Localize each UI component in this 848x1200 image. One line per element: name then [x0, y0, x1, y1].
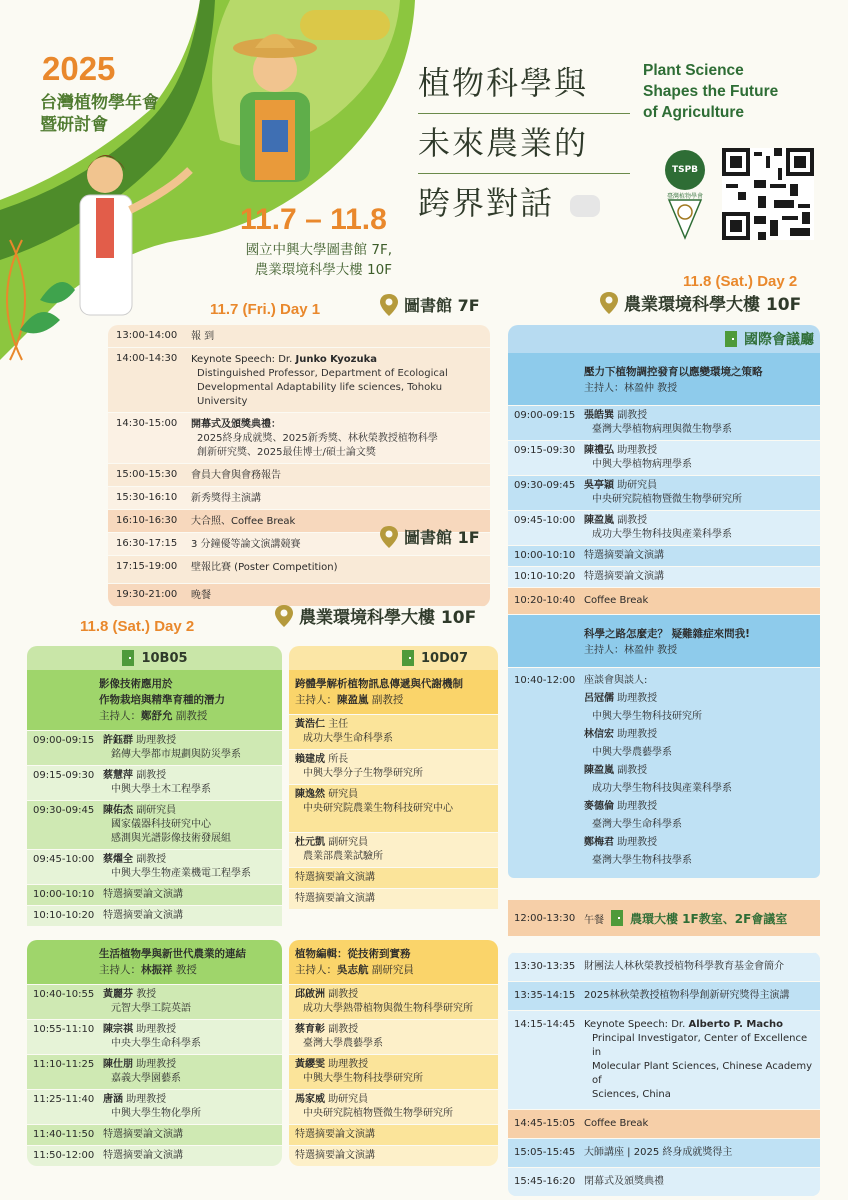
speaker-title: 助研究員: [617, 480, 658, 491]
room-header: [508, 325, 820, 353]
host-label: 主持人：: [295, 694, 337, 706]
speaker-name: 蔡育彰: [295, 1024, 325, 1035]
speaker-affiliation: 中興大學生物科技學研究所: [303, 1073, 423, 1084]
talk-time: 09:00-09:15: [33, 735, 95, 746]
speaker-title: 助理教授: [136, 1059, 177, 1070]
speaker-name: 黃麗芬: [103, 989, 133, 1000]
speaker-affiliation: 感測與光譜影像技術發展組: [111, 833, 231, 844]
day2-location-right: [600, 290, 801, 315]
speaker-affiliation: 臺灣大學植物病理與微生物學系: [592, 424, 732, 435]
room-name: 10D07: [421, 650, 468, 666]
speaker-title: 研究員: [328, 789, 359, 800]
speaker-title: 副教授: [328, 1024, 359, 1035]
english-title-line1: Plant Science: [643, 62, 744, 79]
talk-row: [289, 1019, 498, 1054]
speaker-name: 邱啟洲: [295, 989, 325, 1000]
room-name: 國際會議廳: [744, 332, 814, 348]
talk-row: [289, 984, 498, 1019]
talk-time: 10:10-10:20: [514, 571, 576, 582]
row-time: 15:00-15:30: [116, 469, 178, 480]
talk-sub: Principal Investigator, Center of Excellence in: [592, 1033, 808, 1058]
speaker-affiliation: 中興大學植物病理學系: [592, 459, 692, 470]
speaker-title: 助理教授: [328, 1059, 369, 1070]
session-title-line: 作物栽培與精準育種的潛力: [99, 694, 225, 706]
speaker-name: 黃纓雯: [295, 1059, 325, 1070]
title-line-3-text: 跨界對話: [418, 184, 555, 222]
host-name: 吳志航: [337, 964, 369, 976]
conference-name: [40, 92, 159, 136]
row-content: 晚餐: [191, 590, 211, 601]
session-host: [584, 643, 814, 659]
session-host: [295, 962, 488, 978]
speaker-affiliation: 中央研究院農業生物科技研究中心: [303, 803, 453, 814]
speaker-affiliation: 農業部農業試驗所: [303, 851, 383, 862]
panelist: [584, 834, 814, 852]
speaker-title: 助理教授: [136, 735, 177, 746]
row-sub: Distinguished Professor, Department of Ecological: [197, 368, 448, 379]
host-name: 林振祥: [141, 964, 173, 976]
speaker-affiliation: 中興大學分子生物學研究所: [303, 768, 423, 779]
talk-time: 09:45-10:00: [33, 854, 95, 865]
talk-label: 特選摘要論文演講: [295, 1129, 375, 1140]
panelist-title: 助理教授: [617, 801, 658, 812]
speaker-name: 馬家威: [295, 1094, 325, 1105]
tspb-logo-text: TSPB: [671, 165, 699, 175]
panelist-title: 副教授: [617, 765, 648, 776]
session-title-line: 植物編輯：從技術到實務: [295, 948, 411, 960]
speaker-name: 吳亭穎: [584, 480, 614, 491]
talk-time: 14:45-15:05: [514, 1118, 576, 1129]
panelist-title: 助理教授: [617, 729, 658, 740]
talk-row: [27, 1054, 282, 1089]
host-name: 陳盈嵐: [337, 694, 369, 706]
talk-label: 2025林秋榮教授植物科學創新研究獎得主演講: [584, 990, 790, 1001]
talk-row: [27, 730, 282, 765]
talk-row: [508, 1138, 820, 1167]
host-label: 主持人：: [99, 964, 141, 976]
speaker-name: 張皓巽: [584, 410, 614, 421]
day1-label: 11.7 (Fri.) Day 1: [210, 301, 321, 318]
talk-row: [289, 867, 498, 888]
talk-row: [27, 884, 282, 905]
talk-time: 09:15-09:30: [514, 445, 576, 456]
talk-time: 10:00-10:10: [514, 550, 576, 561]
door-icon: [121, 650, 135, 666]
host-name: 鄭舒允: [141, 710, 173, 722]
row-content: 大合照、Coffee Break: [191, 516, 296, 527]
talk-label: 特選摘要論文演講: [103, 1129, 183, 1140]
talk-label: 特選摘要論文演講: [103, 910, 183, 921]
host-title: 副教授: [175, 710, 208, 722]
talk-row: [27, 849, 282, 884]
speaker-name: 陳盈嵐: [584, 515, 614, 526]
talk-row: [27, 1145, 282, 1166]
session-host: [584, 381, 814, 397]
talk-time: 10:20-10:40: [514, 595, 576, 606]
session-host: [99, 962, 272, 978]
speaker-title: 副教授: [617, 410, 648, 421]
host-label: 主持人：: [584, 645, 624, 656]
speaker-title: 副教授: [136, 854, 167, 865]
talk-row: [508, 952, 820, 981]
panelist: [584, 690, 814, 708]
talk-time: 10:40-10:55: [33, 989, 95, 1000]
schedule-row: [108, 487, 490, 510]
talk-row: [27, 765, 282, 800]
day2-location-left-label: 農業環境科學大樓 10F: [299, 608, 477, 628]
row-time: 14:30-15:00: [116, 418, 178, 429]
speaker-affiliation: 成功大學生命科學系: [303, 733, 393, 744]
talk-row: [508, 1167, 820, 1196]
talk-row: [289, 749, 498, 784]
talk-row: [508, 566, 820, 587]
session-title: [99, 670, 282, 730]
speaker-name: 杜元凱: [295, 837, 325, 848]
schedule-row: [108, 556, 490, 584]
speaker-title: 副教授: [617, 515, 648, 526]
room-header: [289, 646, 498, 670]
speaker-name: 陳佑杰: [103, 805, 133, 816]
speaker-affiliation: 中央大學生命科學系: [111, 1038, 201, 1049]
session-title-line: 生活植物學與新世代農業的連結: [99, 948, 246, 960]
row-time: 14:00-14:30: [116, 353, 178, 364]
intl-hall-column: [508, 325, 820, 878]
speaker-title: 助研究員: [328, 1094, 369, 1105]
talk-time: 10:00-10:10: [33, 889, 95, 900]
row-sub: 創新研究獎、2025最佳博士/碩士論文獎: [197, 447, 376, 458]
host-name: 林盈仲 教授: [624, 645, 678, 656]
speaker-name: 唐涵: [103, 1094, 123, 1105]
speaker-title: 副教授: [328, 989, 359, 1000]
session-host: [295, 692, 488, 708]
talk-row: [289, 1054, 498, 1089]
panelist: [584, 762, 814, 780]
speaker-title: 副教授: [136, 770, 167, 781]
host-label: 主持人：: [584, 383, 624, 394]
host-title: 教授: [175, 964, 197, 976]
speaker-affiliation: 中興大學土木工程學系: [111, 784, 211, 795]
panelist: [584, 726, 814, 744]
talk-row: [289, 1145, 498, 1166]
talk-label: 特選摘要論文演講: [103, 889, 183, 900]
tspb-logo: [665, 150, 705, 190]
row-time: 17:15-19:00: [116, 561, 178, 572]
talk-row: [508, 545, 820, 566]
day1-location2-label: 圖書館 1F: [404, 528, 480, 547]
row-content: 會員大會與會務報告: [191, 470, 281, 481]
speech-bubble-icon: [570, 195, 600, 217]
door-icon: [724, 331, 738, 347]
speaker-affiliation: 中央研究院植物暨微生物學研究所: [592, 494, 742, 505]
speaker-affiliation: 成功大學熱帶植物與微生物科學研究所: [303, 1003, 473, 1014]
conference-venue: [212, 240, 392, 280]
speaker-name: 陳宗祺: [103, 1024, 133, 1035]
talk-time: 09:15-09:30: [33, 770, 95, 781]
qr-code[interactable]: [722, 148, 814, 240]
lunch-time: 12:00-13:30: [514, 912, 576, 924]
speaker-name: 蔡慧萍: [103, 770, 133, 781]
row-time: 16:10-16:30: [116, 515, 178, 526]
talk-row: [289, 1089, 498, 1124]
session-title: [289, 670, 498, 714]
location-pin-icon: [380, 294, 398, 316]
conference-name-line2: 暨研討會: [40, 115, 108, 135]
panelist-affiliation: 中興大學生物科技研究所: [592, 711, 702, 722]
coffee-break-row: [508, 587, 820, 614]
session-title: 科學之路怎麼走？ 疑難雜症來問我!: [584, 628, 750, 640]
day1-location-label: 圖書館 7F: [404, 296, 480, 315]
door-icon: [610, 910, 624, 926]
conference-name-line1: 台灣植物學年會: [40, 93, 159, 113]
talk-sub: Molecular Plant Sciences, Chinese Academy of: [592, 1061, 812, 1086]
panelist-title: 助理教授: [617, 837, 658, 848]
talk-label: 特選摘要論文演講: [295, 872, 375, 883]
door-icon: [401, 650, 415, 666]
row-sub: Developmental Adaptability life sciences, Tohoku University: [197, 382, 443, 407]
schedule-row: [108, 348, 490, 413]
talk-label: 特選摘要論文演講: [295, 893, 375, 904]
panelist-name: 陳盈嵐: [584, 765, 614, 776]
talk-time: 13:35-14:15: [514, 990, 576, 1001]
speaker-affiliation: 中興大學生物產業機電工程學系: [111, 868, 251, 879]
talk-row: [289, 1124, 498, 1145]
talk-time: 09:30-09:45: [514, 480, 576, 491]
speaker-title: 副研究員: [328, 837, 369, 848]
talk-time: 11:25-11:40: [33, 1094, 95, 1105]
panelist-affiliation: 成功大學生物科技與產業科學系: [592, 783, 732, 794]
speaker-title: 助理教授: [126, 1094, 167, 1105]
room-10b05-column-2: [27, 940, 282, 1166]
coffee-break-row: [508, 1109, 820, 1138]
talk-row: [508, 475, 820, 510]
title-line-2: 未來農業的: [418, 114, 630, 174]
room-10d07-column-2: [289, 940, 498, 1166]
talk-time: 11:10-11:25: [33, 1059, 95, 1070]
talk-time: 09:45-10:00: [514, 515, 576, 526]
speaker-name: 許鈺群: [103, 735, 133, 746]
host-name: 林盈仲 教授: [624, 383, 678, 394]
panelist-affiliation: 臺灣大學生命科學系: [592, 819, 682, 830]
talk-row: [27, 1124, 282, 1145]
speaker-title: 助理教授: [136, 1024, 177, 1035]
schedule-row: [108, 325, 490, 348]
row-time: 13:00-14:00: [116, 330, 178, 341]
location-pin-icon: [380, 526, 398, 548]
talk-row: [27, 984, 282, 1019]
venue-line2: 農業環境科學大樓 10F: [254, 262, 392, 278]
room-10d07-column: [289, 646, 498, 909]
talk-row: [508, 510, 820, 545]
panelist: [584, 798, 814, 816]
panelist-name: 麥德倫: [584, 801, 614, 812]
talk-label: 特選摘要論文演講: [295, 1150, 375, 1161]
speaker-affiliation: 元智大學工院英語: [111, 1003, 191, 1014]
day1-schedule: [108, 325, 490, 607]
talk-row: [508, 440, 820, 475]
talk-row: [27, 1089, 282, 1124]
speaker-name: 賴建成: [295, 754, 325, 765]
conference-year: 2025: [42, 50, 116, 87]
talk-sub: Sciences, China: [592, 1089, 671, 1100]
host-label: 主持人：: [295, 964, 337, 976]
talk-row: [289, 832, 498, 867]
location-pin-icon: [275, 605, 293, 627]
day2-label-right: 11.8 (Sat.) Day 2: [683, 273, 798, 290]
university-logo: [667, 198, 703, 240]
row-time: 15:30-16:10: [116, 492, 178, 503]
talk-row: [27, 800, 282, 849]
talk-row: [508, 1010, 820, 1109]
talk-label: Keynote Speech: Dr. Alberto P. Macho: [584, 1019, 784, 1030]
talk-time: 11:50-12:00: [33, 1150, 95, 1161]
day2-location-right-label: 農業環境科學大樓 10F: [624, 295, 802, 315]
panelist-name: 林信宏: [584, 729, 614, 740]
talk-time: 09:30-09:45: [33, 805, 95, 816]
talk-label: Coffee Break: [584, 1118, 649, 1129]
panelist-affiliation: 臺灣大學生物科技學系: [592, 855, 692, 866]
row-content: 3 分鐘優等論文演講競賽: [191, 539, 301, 550]
panelist-affiliation: 中興大學農藝學系: [592, 747, 672, 758]
row-content: 新秀獎得主演講: [191, 493, 261, 504]
panelist-name: 呂冠儒: [584, 693, 614, 704]
row-time: 19:30-21:00: [116, 589, 178, 600]
speaker-affiliation: 中興大學生物化學所: [111, 1108, 201, 1119]
conference-dates: 11.7 – 11.8: [240, 203, 387, 236]
panelist-name: 鄭梅君: [584, 837, 614, 848]
row-time: 16:30-17:15: [116, 538, 178, 549]
talk-row: [27, 905, 282, 926]
session-title: 壓力下植物調控發育以應變環境之策略: [584, 366, 763, 378]
title-line-3: [418, 174, 630, 234]
speaker-name: 黃浩仁: [295, 719, 325, 730]
talk-label: 特選摘要論文演講: [584, 550, 664, 561]
talk-time: 11:40-11:50: [33, 1129, 95, 1140]
session-title-line: 跨體學解析植物訊息傳遞與代謝機制: [295, 678, 463, 690]
speaker-title: 所長: [328, 754, 349, 765]
title-line-1: 植物科學與: [418, 54, 630, 114]
host-title: 副教授: [371, 694, 404, 706]
room-name: 10B05: [141, 650, 188, 666]
talk-label: 特選摘要論文演講: [103, 1150, 183, 1161]
talk-time: 10:40-12:00: [514, 675, 576, 686]
tspb-logo-caption: 臺灣植物學會: [666, 193, 703, 200]
lunch-label: 午餐: [584, 914, 604, 926]
talk-label: 特選摘要論文演講: [584, 571, 664, 582]
talk-time: 10:10-10:20: [33, 910, 95, 921]
afternoon-schedule: [508, 952, 820, 1196]
panel-intro: 座談會與談人:: [584, 675, 648, 686]
day1-location2: [380, 525, 480, 548]
speaker-title: 副研究員: [136, 805, 177, 816]
talk-time: 15:45-16:20: [514, 1176, 576, 1187]
speaker-name: 陳逸然: [295, 789, 325, 800]
venue-line1: 國立中興大學圖書館 7F,: [245, 242, 392, 258]
talk-label: 大師講座 | 2025 終身成就獎得主: [584, 1147, 733, 1158]
day2-location-left: [275, 603, 476, 628]
row-content: Keynote Speech: Dr. Junko Kyozuka: [191, 354, 378, 365]
row-sub: 2025終身成就獎、2025新秀獎、林秋榮教授植物科學: [197, 433, 438, 444]
talk-time: 14:15-14:45: [514, 1019, 576, 1030]
talk-label: 閉幕式及頒獎典禮: [584, 1176, 664, 1187]
talk-time: 15:05-15:45: [514, 1147, 576, 1158]
session-title: [289, 940, 498, 984]
host-label: 主持人：: [99, 710, 141, 722]
lunch-place: 農環大樓 1F教室、2F會議室: [630, 911, 788, 926]
talk-label: 財團法人林秋榮教授植物科學教育基金會簡介: [584, 961, 784, 972]
session-host: [99, 708, 272, 724]
talk-row: [508, 405, 820, 440]
speaker-affiliation: 中央研究院植物暨微生物學研究所: [303, 1108, 453, 1119]
lunch-row: [508, 900, 820, 936]
english-title-line2: Shapes the Future: [643, 83, 779, 100]
main-title: [418, 54, 630, 234]
speaker-affiliation: 國家儀器科技研究中心: [111, 819, 211, 830]
speaker-title: 助理教授: [617, 445, 658, 456]
speaker-affiliation: 臺灣大學農藝學系: [303, 1038, 383, 1049]
english-title-line3: of Agriculture: [643, 104, 745, 121]
talk-row: [289, 784, 498, 832]
session-title-line: 影像技術應用於: [99, 678, 173, 690]
speaker-affiliation: 嘉義大學園藝系: [111, 1073, 181, 1084]
speaker-name: 陳仕朋: [103, 1059, 133, 1070]
room-10b05-column: [27, 646, 282, 926]
day2-label-left: 11.8 (Sat.) Day 2: [80, 618, 195, 635]
panelist-title: 助理教授: [617, 693, 658, 704]
speaker-title: 主任: [328, 719, 349, 730]
panel-row: [508, 667, 820, 878]
row-content: 報 到: [191, 331, 215, 342]
talk-row: [289, 888, 498, 909]
talk-row: [508, 981, 820, 1010]
speaker-affiliation: 成功大學生物科技與產業科學系: [592, 529, 732, 540]
talk-time: 09:00-09:15: [514, 410, 576, 421]
talk-row: [27, 1019, 282, 1054]
schedule-row: [108, 464, 490, 487]
speaker-title: 教授: [136, 989, 157, 1000]
session-title: [99, 940, 282, 984]
talk-time: 13:30-13:35: [514, 961, 576, 972]
location-pin-icon: [600, 292, 618, 314]
room-header: [27, 646, 282, 670]
talk-row: [289, 714, 498, 749]
speaker-name: 陳禮弘: [584, 445, 614, 456]
english-title: [643, 60, 778, 123]
speaker-affiliation: 銘傳大學都市規劃與防災學系: [111, 749, 241, 760]
row-content: 開幕式及頒獎典禮：: [191, 419, 281, 430]
schedule-row: [108, 413, 490, 464]
talk-time: 10:55-11:10: [33, 1024, 95, 1035]
speaker-name: 蔡燿全: [103, 854, 133, 865]
host-title: 副研究員: [371, 964, 414, 976]
talk-label: Coffee Break: [584, 595, 649, 606]
row-content: 壁報比賽 (Poster Competition): [191, 562, 338, 573]
day1-location: [380, 293, 480, 316]
